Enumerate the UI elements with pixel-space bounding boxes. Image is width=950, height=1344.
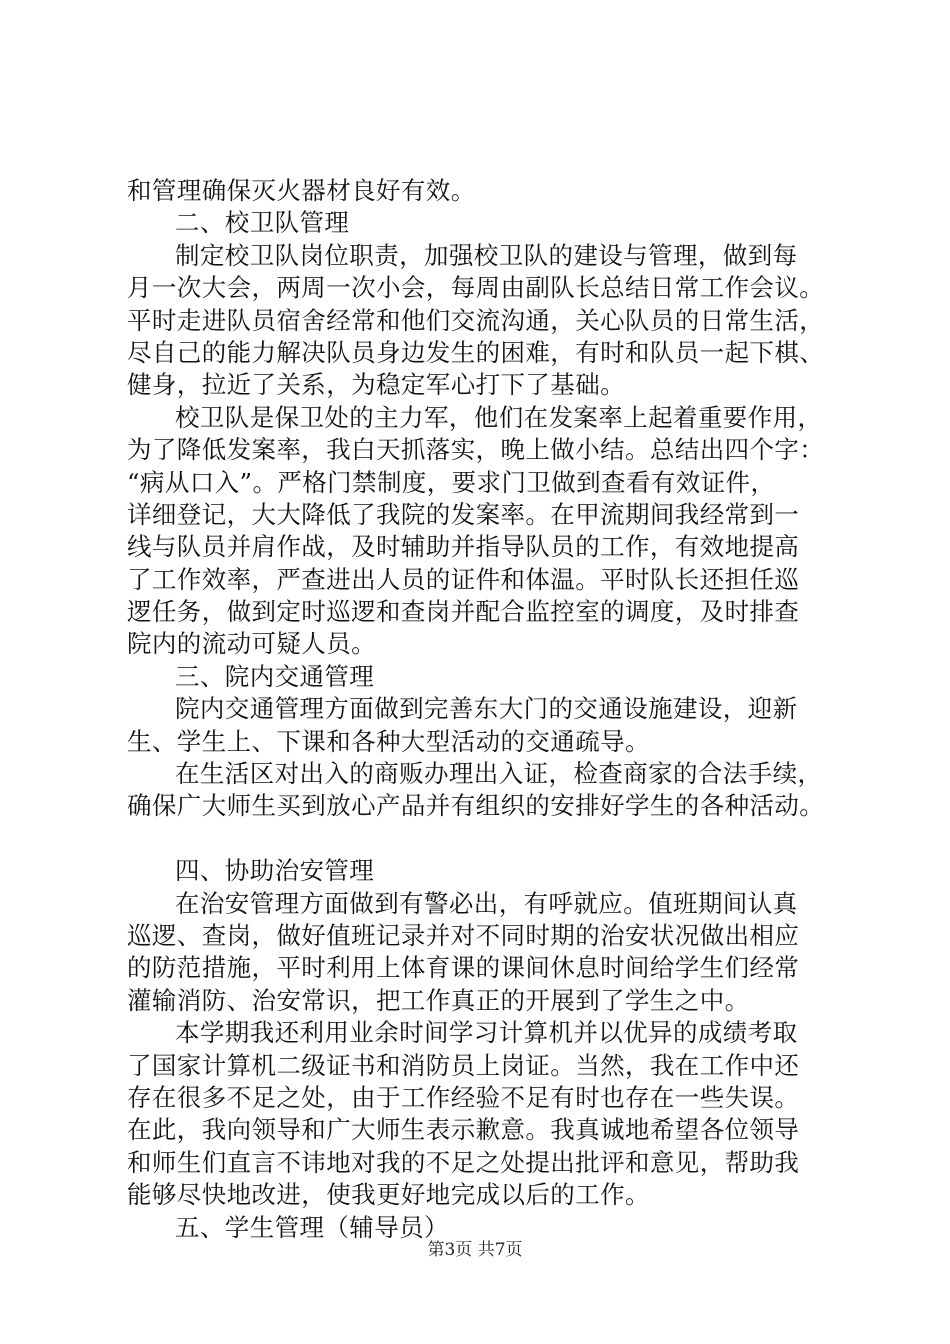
- text-line: 在生活区对出入的商贩办理出入证，检查商家的合法手续，: [175, 759, 823, 789]
- text-line: 确保广大师生买到放心产品并有组织的安排好学生的各种活动。: [127, 791, 825, 821]
- text-line: 了国家计算机二级证书和消防员上岗证。当然，我在工作中还: [127, 1050, 800, 1080]
- text-line: 四、协助治安管理: [175, 856, 375, 886]
- text-line: 三、院内交通管理: [175, 661, 375, 691]
- text-line: 在此，我向领导和广大师生表示歉意。我真诚地希望各位领导: [127, 1115, 800, 1145]
- text-line: 和师生们直言不讳地对我的不足之处提出批评和意见，帮助我: [127, 1147, 800, 1177]
- text-line: 灌输消防、治安常识，把工作真正的开展到了学生之中。: [127, 985, 750, 1015]
- text-line: 了工作效率，严查进出人员的证件和体温。平时队长还担任巡: [127, 564, 800, 594]
- text-line: 巡逻、查岗，做好值班记录并对不同时期的治安状况做出相应: [127, 920, 800, 950]
- text-line: 二、校卫队管理: [175, 208, 350, 238]
- text-line: 在治安管理方面做到有警必出，有呼就应。值班期间认真: [175, 888, 798, 918]
- text-line: 和管理确保灭火器材良好有效。: [127, 176, 476, 205]
- text-line: 尽自己的能力解决队员身边发生的困难，有时和队员一起下棋、: [127, 337, 825, 367]
- text-line: 能够尽快地改进，使我更好地完成以后的工作。: [127, 1180, 650, 1210]
- text-line: 校卫队是保卫处的主力军，他们在发案率上起着重要作用，: [175, 402, 823, 432]
- blank-line: [127, 823, 843, 855]
- text-line: 月一次大会，两周一次小会，每周由副队长总结日常工作会议。: [127, 273, 825, 303]
- text-line: 平时走进队员宿舍经常和他们交流沟通，关心队员的日常生活，: [127, 305, 825, 335]
- text-line: 健身，拉近了关系，为稳定军心打下了基础。: [127, 370, 625, 400]
- text-line: 存在很多不足之处，由于工作经验不足有时也存在一些失误。: [127, 1082, 800, 1112]
- text-line: 的防范措施，平时利用上体育课的课间休息时间给学生们经常: [127, 953, 800, 983]
- text-line: 院内交通管理方面做到完善东大门的交通设施建设，迎新: [175, 694, 798, 724]
- document-body: [127, 175, 843, 1244]
- text-line: 为了降低发案率，我白天抓落实，晚上做小结。总结出四个字：: [127, 435, 825, 465]
- page-footer: 第3页 共7页: [427, 1240, 523, 1260]
- text-line: 制定校卫队岗位职责，加强校卫队的建设与管理，做到每: [175, 240, 798, 270]
- text-line: “病从口入”。严格门禁制度，要求门卫做到查看有效证件，: [127, 467, 776, 497]
- text-line: 院内的流动可疑人员。: [127, 629, 376, 659]
- text-line: 逻任务，做到定时巡逻和查岗并配合监控室的调度，及时排查: [127, 597, 800, 627]
- text-line: 详细登记，大大降低了我院的发案率。在甲流期间我经常到一: [127, 499, 800, 529]
- text-line: 生、学生上、下课和各种大型活动的交通疏导。: [127, 726, 650, 756]
- text-line: 本学期我还利用业余时间学习计算机并以优异的成绩考取: [175, 1018, 798, 1048]
- text-line: 五、学生管理（辅导员）: [175, 1212, 449, 1242]
- text-line: 线与队员并肩作战，及时辅助并指导队员的工作，有效地提高: [127, 532, 800, 562]
